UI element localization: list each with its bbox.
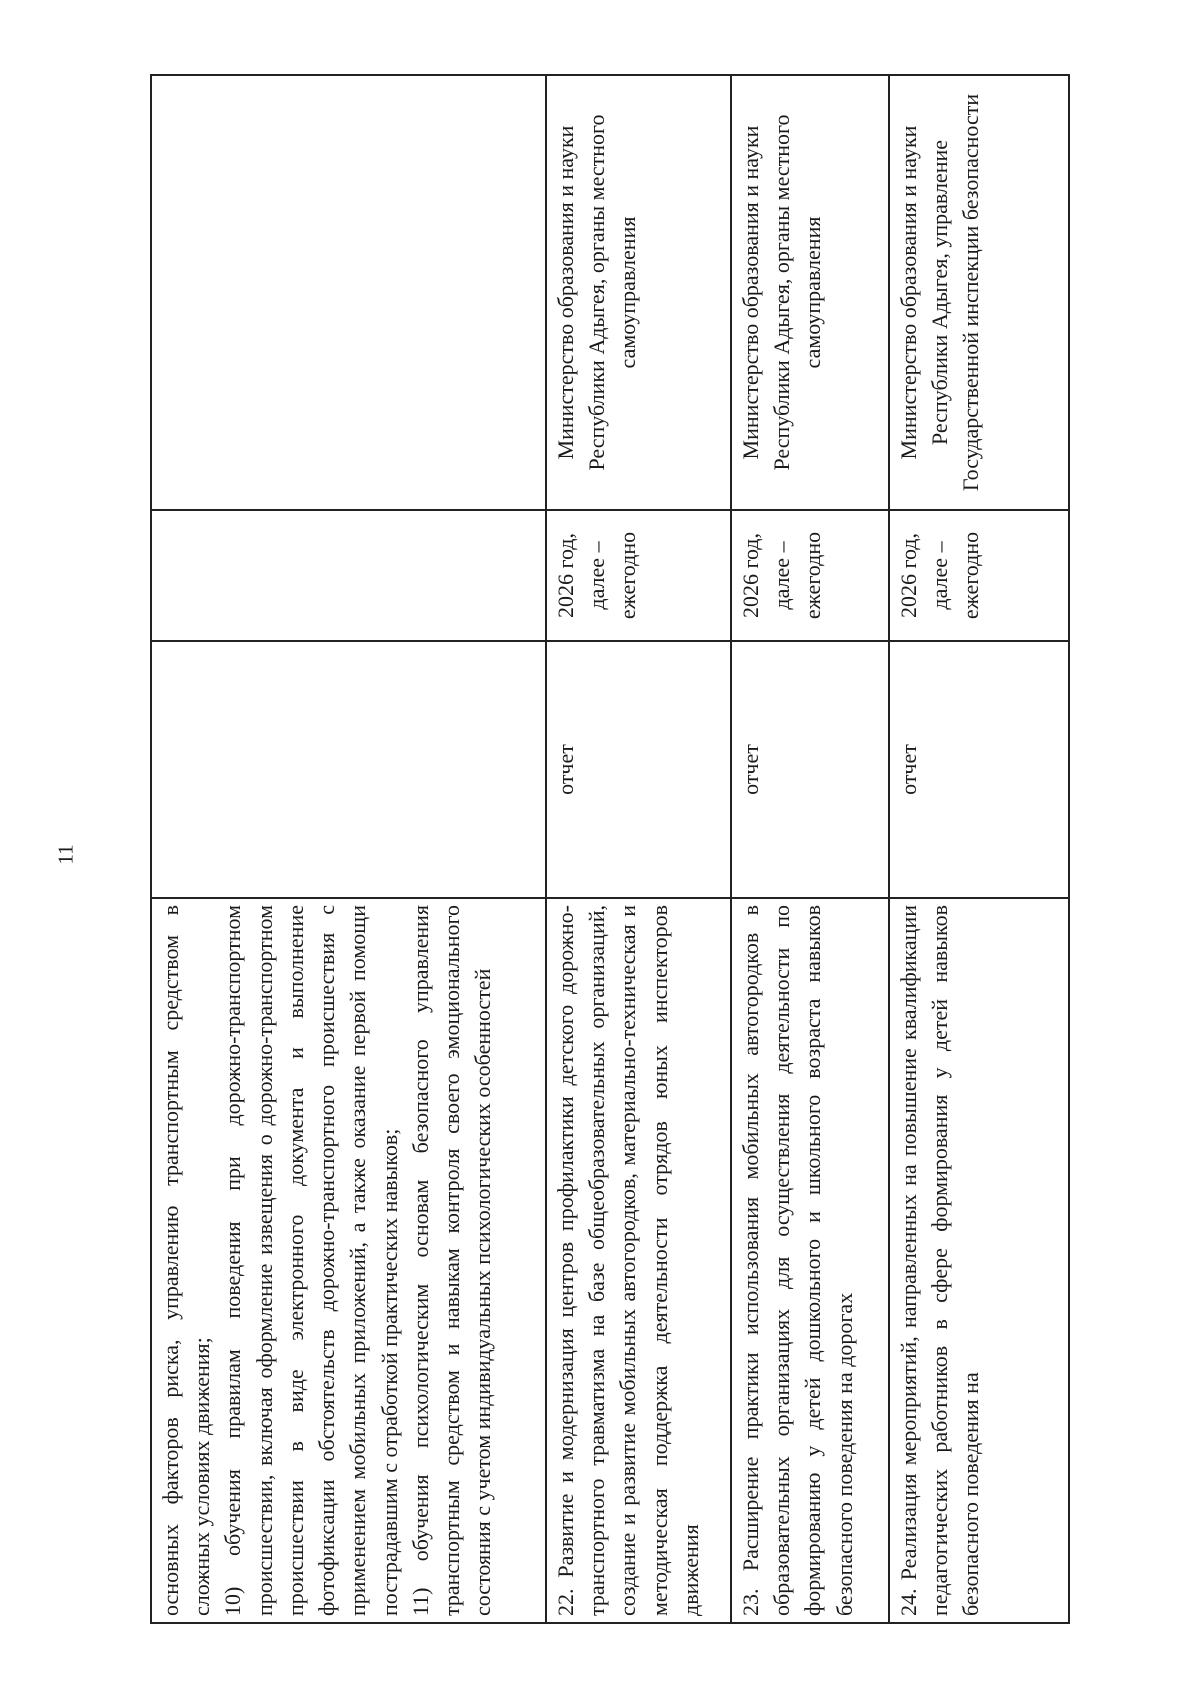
term-text: ежегодно [958, 531, 984, 620]
result-form-cell: отчет [546, 641, 731, 898]
table-row [731, 75, 889, 1623]
table-row [889, 75, 1069, 1623]
rotated-table-container [150, 76, 1068, 1624]
term-text: 2026 год, [738, 532, 763, 619]
measure-text: основных факторов риска, управлению транспортным средством в сложных условиях движения; [158, 905, 215, 1616]
measure-description-cell [731, 898, 889, 1623]
table-row [151, 75, 546, 1623]
executor-cell [151, 75, 546, 510]
result-form-cell: отчет [889, 641, 1069, 898]
term-cell [889, 510, 1069, 641]
measures-table [150, 74, 1070, 1624]
measure-text: 23. Расширение практики использования мобильных автогородков в образовательных организациях для осуществления деятельности по формированию у детей дошкольного и школьного возраста навыков безопасного поведения на дорогах [738, 905, 857, 1616]
term-text: далее – [769, 541, 795, 610]
measure-text: 11) обучения психологическим основам безопасного управления транспортным средством и навыкам контроля своего эмоционального состояния с учетом индивидуальных психологических особенностей [407, 905, 496, 1616]
term-cell [546, 510, 731, 641]
executor-cell: Министерство образования и науки Республики Адыгея, органы местного самоуправления [731, 75, 889, 510]
term-text: 2026 год, [553, 532, 578, 619]
executor-cell: Министерство образования и науки Республики Адыгея, управление Государственной инспекции безопасности [889, 75, 1069, 510]
measure-description-cell [889, 898, 1069, 1623]
measure-description-cell [546, 898, 731, 1623]
measure-text: 10) обучения правилам поведения при дорожно-транспортном происшествии, включая оформление извещения о дорожно-транспортном происшествии в виде электронного документа и выполнение фотофиксации обстоятельств дорожно-транспортного происшествия с применением мобильных приложений, а также оказание первой помощи пострадавшим с отработкой практических навыков; [220, 905, 402, 1616]
measure-text: 22. Развитие и модернизация центров профилактики детского дорожно-транспортного травматизма на базе общеобразовательных организаций, создание и развитие мобильных автогородков, материально-техническая и методическая поддержка деятельности отрядов юных инспекторов движения [553, 905, 703, 1616]
term-text: далее – [584, 541, 610, 610]
measure-text: 24. Реализация мероприятий, направленных на повышение квалификации педагогических работников в сфере формирования у детей навыков безопасного поведения на [896, 905, 984, 1616]
page-number: 11 [53, 844, 78, 865]
term-cell [731, 510, 889, 641]
result-form-cell: отчет [731, 641, 889, 898]
term-text: 2026 год, [896, 532, 921, 619]
result-form-cell [151, 641, 546, 898]
table-row [546, 75, 731, 1623]
executor-cell: Министерство образования и науки Республики Адыгея, органы местного самоуправления [546, 75, 731, 510]
term-cell [151, 510, 546, 641]
measure-description-cell [151, 898, 546, 1623]
term-text: ежегодно [800, 531, 826, 620]
term-text: ежегодно [615, 531, 641, 620]
term-text: далее – [927, 541, 953, 610]
